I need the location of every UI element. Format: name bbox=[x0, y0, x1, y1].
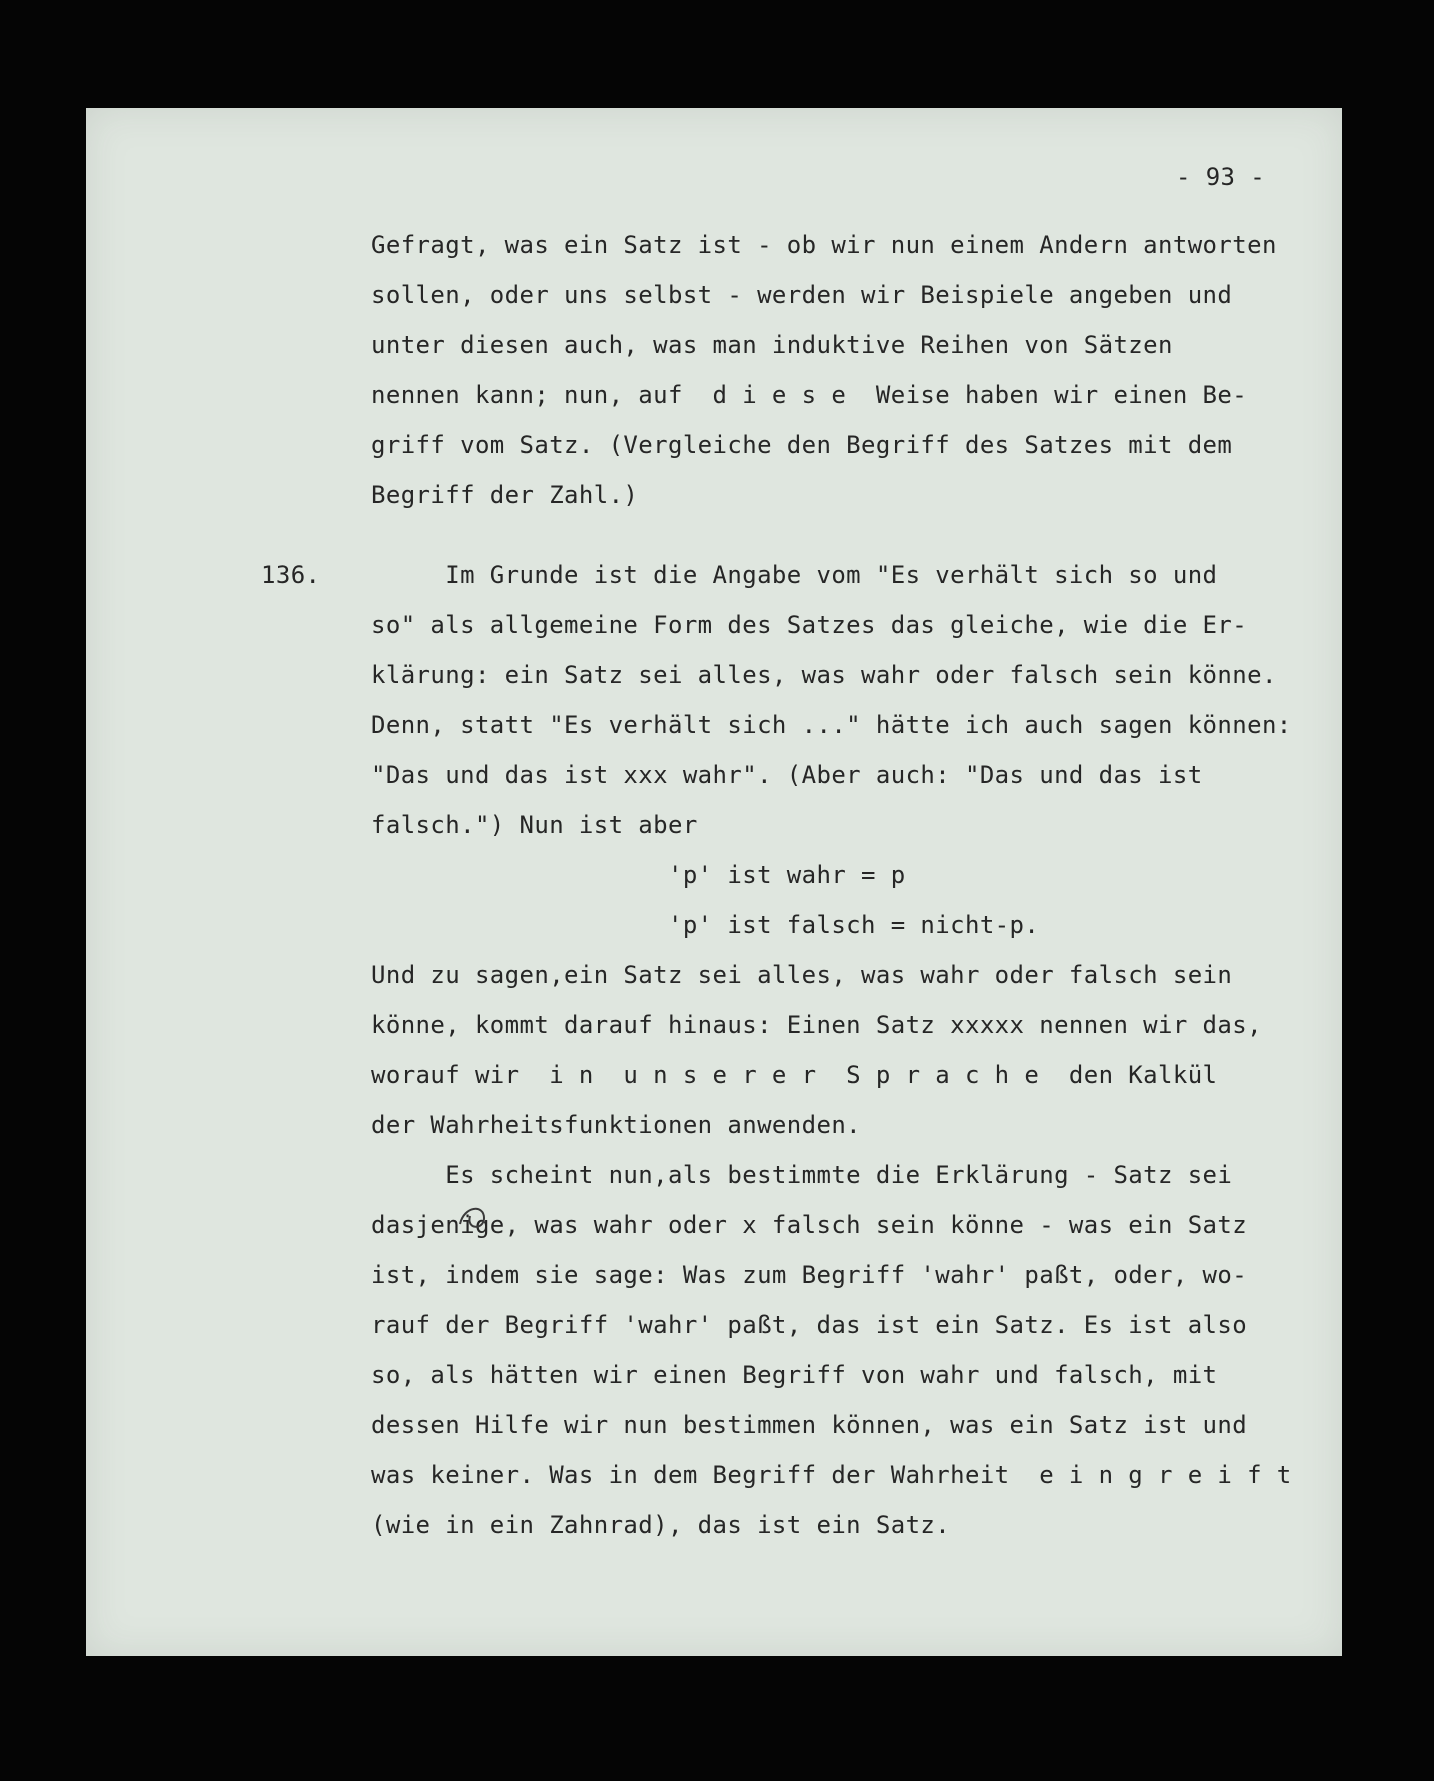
text-line: dasjenige, was wahr oder x falsch sein könne - was ein Satz bbox=[371, 1211, 1248, 1239]
text-line: klärung: ein Satz sei alles, was wahr oder falsch sein könne. bbox=[371, 661, 1277, 689]
formula-line: 'p' ist wahr = p bbox=[371, 861, 906, 889]
text-line: Gefragt, was ein Satz ist - ob wir nun einem Andern antworten bbox=[371, 231, 1277, 259]
text-line: ist, indem sie sage: Was zum Begriff 'wahr' paßt, oder, wo- bbox=[371, 1261, 1248, 1289]
paragraph-number: 136. bbox=[261, 561, 321, 589]
page-number: - 93 - bbox=[1176, 163, 1266, 191]
text-line: Begriff der Zahl.) bbox=[371, 481, 639, 509]
text-line: so" als allgemeine Form des Satzes das gleiche, wie die Er- bbox=[371, 611, 1248, 639]
text-line: könne, kommt darauf hinaus: Einen Satz xxxxx nennen wir das, bbox=[371, 1011, 1262, 1039]
text-line: "Das und das ist xxx wahr". (Aber auch: "Das und das ist bbox=[371, 761, 1203, 789]
text-line: worauf wir i n u n s e r e r S p r a c h e den Kalkül bbox=[371, 1061, 1218, 1089]
text-line: unter diesen auch, was man induktive Reihen von Sätzen bbox=[371, 331, 1173, 359]
text-line: der Wahrheitsfunktionen anwenden. bbox=[371, 1111, 862, 1139]
text-line: (wie in ein Zahnrad), das ist ein Satz. bbox=[371, 1511, 951, 1539]
text-line: nennen kann; nun, auf d i e s e Weise haben wir einen Be- bbox=[371, 381, 1248, 409]
text-line: Und zu sagen,ein Satz sei alles, was wahr oder falsch sein bbox=[371, 961, 1233, 989]
text-line: griff vom Satz. (Vergleiche den Begriff des Satzes mit dem bbox=[371, 431, 1233, 459]
formula-line: 'p' ist falsch = nicht-p. bbox=[371, 911, 1040, 939]
handwritten-correction-mark bbox=[454, 1196, 494, 1236]
text-line: sollen, oder uns selbst - werden wir Beispiele angeben und bbox=[371, 281, 1233, 309]
text-line: Es scheint nun,als bestimmte die Erklärung - Satz sei bbox=[371, 1161, 1233, 1189]
text-line: Denn, statt "Es verhält sich ..." hätte ich auch sagen können: bbox=[371, 711, 1292, 739]
text-line: so, als hätten wir einen Begriff von wahr und falsch, mit bbox=[371, 1361, 1218, 1389]
text-line: rauf der Begriff 'wahr' paßt, das ist ein Satz. Es ist also bbox=[371, 1311, 1248, 1339]
text-line: falsch.") Nun ist aber bbox=[371, 811, 698, 839]
text-line: was keiner. Was in dem Begriff der Wahrheit e i n g r e i f t bbox=[371, 1461, 1292, 1489]
text-line: dessen Hilfe wir nun bestimmen können, was ein Satz ist und bbox=[371, 1411, 1248, 1439]
typewritten-page bbox=[86, 108, 1342, 1656]
text-line: Im Grunde ist die Angabe vom "Es verhält sich so und bbox=[371, 561, 1218, 589]
